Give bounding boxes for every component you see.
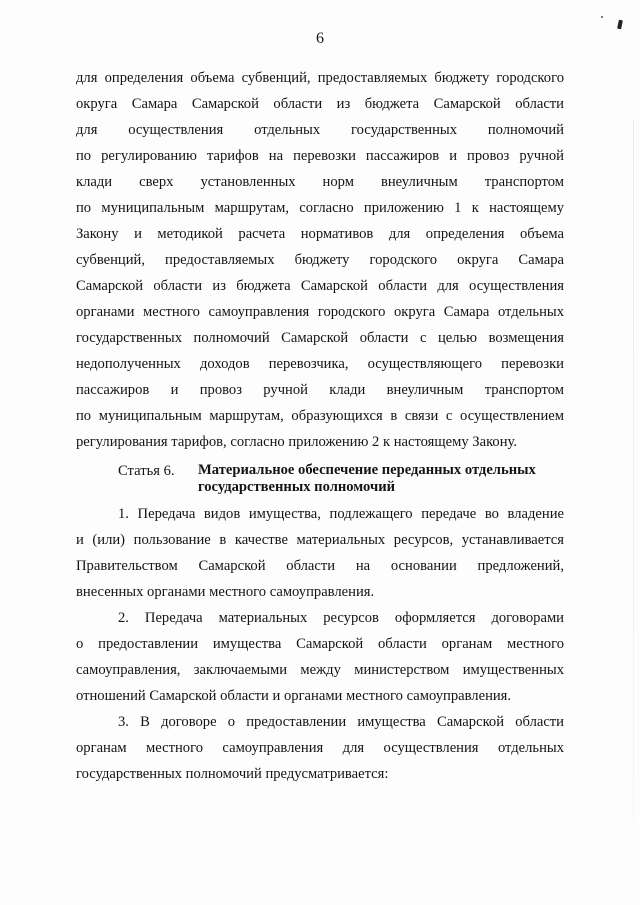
text-line: 3. В договоре о предоставлении имущества Самарской области <box>118 714 564 730</box>
article-title-line: государственных полномочий <box>198 479 396 495</box>
text-line: пассажиров и провоз ручной клади внеуличным транспортом <box>76 382 564 398</box>
text-line: органами местного самоуправления городского округа Самара отдельных <box>76 304 564 320</box>
text-line: государственных полномочий Самарской области с целью возмещения <box>76 330 564 346</box>
text-line: клади сверх установленных норм внеуличным транспортом <box>76 174 564 190</box>
text-line: для определения объема субвенций, предоставляемых бюджету городского <box>76 70 564 86</box>
text-line: 1. Передача видов имущества, подлежащего передаче во владение <box>118 506 564 522</box>
text-line: Закону и методикой расчета нормативов для определения объема <box>76 226 564 242</box>
text-line: внесенных органами местного самоуправления. <box>76 584 375 600</box>
article-title <box>198 462 578 496</box>
text-line: 2. Передача материальных ресурсов оформляется договорами <box>118 610 564 626</box>
text-line: регулирования тарифов, согласно приложению 2 к настоящему Закону. <box>76 434 518 450</box>
page-number: 6 <box>316 30 324 47</box>
text-line: Правительством Самарской области на основании предложений, <box>76 558 564 574</box>
scan-mark <box>617 20 623 30</box>
text-line: округа Самара Самарской области из бюджета Самарской области <box>76 96 564 112</box>
text-line: о предоставлении имущества Самарской области органам местного <box>76 636 564 652</box>
text-line: и (или) пользование в качестве материальных ресурсов, устанавливается <box>76 532 564 548</box>
text-line: по регулированию тарифов на перевозки пассажиров и провоз ручной <box>76 148 564 164</box>
text-line: органам местного самоуправления для осуществления отдельных <box>76 740 564 756</box>
text-line: отношений Самарской области и органами местного самоуправления. <box>76 688 512 704</box>
text-line: субвенций, предоставляемых бюджету городского округа Самара <box>76 252 564 268</box>
article-title-line: Материальное обеспечение переданных отдельных <box>198 462 536 478</box>
text-line: для осуществления отдельных государственных полномочий <box>76 122 564 138</box>
article-label: Статья 6. <box>118 463 175 479</box>
scan-edge <box>633 120 634 820</box>
text-line: по муниципальным маршрутам, образующихся в связи с осуществлением <box>76 408 564 424</box>
text-line: по муниципальным маршрутам, согласно приложению 1 к настоящему <box>76 200 564 216</box>
text-line: государственных полномочий предусматривается: <box>76 766 389 782</box>
scan-speck <box>601 16 603 18</box>
text-line: недополученных доходов перевозчика, осуществляющего перевозки <box>76 356 564 372</box>
text-line: Самарской области из бюджета Самарской области для осуществления <box>76 278 564 294</box>
text-line: самоуправления, заключаемыми между министерством имущественных <box>76 662 564 678</box>
